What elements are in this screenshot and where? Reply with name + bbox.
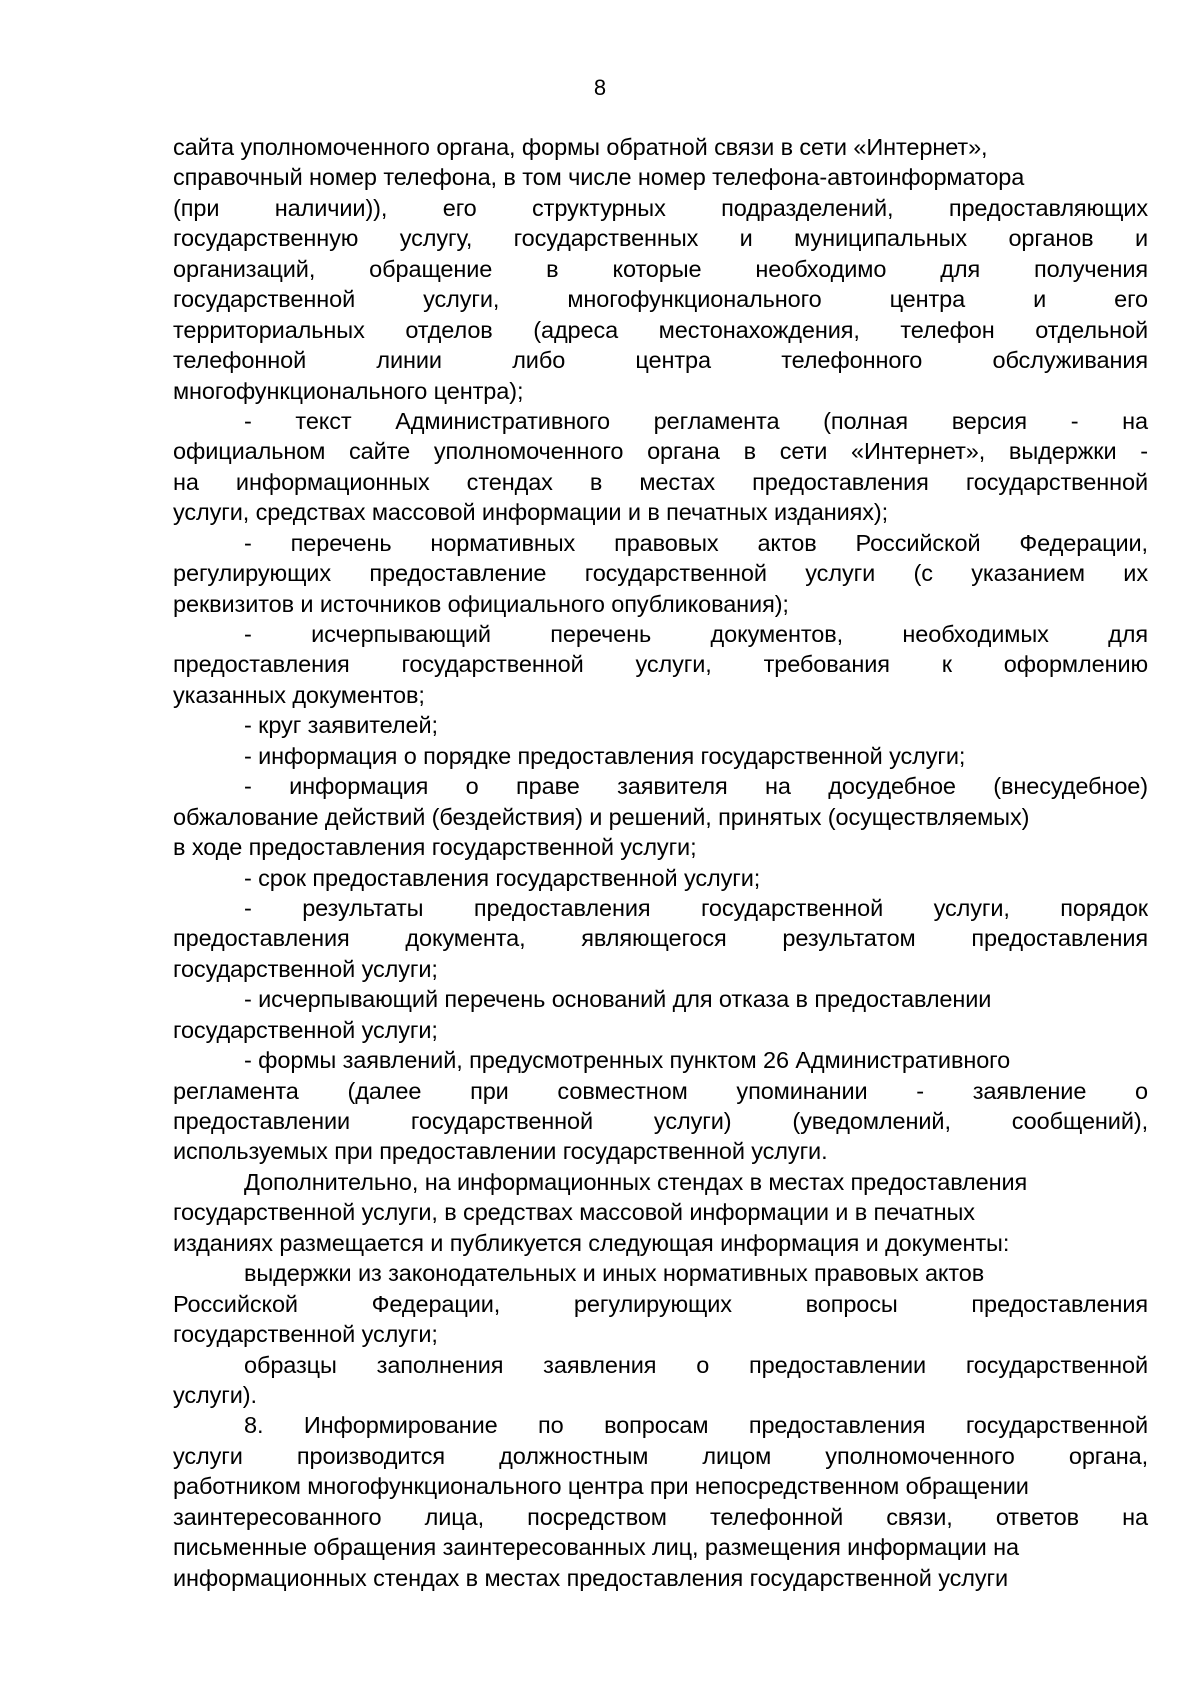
text-line: реквизитов и источников официального опубликования); [173, 590, 789, 617]
text-line: информационных стендах в местах предоставления государственной услуги [173, 1564, 1008, 1591]
text-line: - срок предоставления государственной услуги; [244, 864, 761, 891]
text-line: справочный номер телефона, в том числе номер телефона-автоинформатора [173, 164, 1025, 191]
text-line: в ходе предоставления государственной услуги; [173, 834, 697, 861]
text-line: работником многофункционального центра при непосредственном обращении [173, 1473, 1029, 1500]
text-line: 8. Информирование по вопросам предоставления государственной [244, 1412, 1148, 1439]
text-line: на информационных стендах в местах предоставления государственной [173, 468, 1148, 495]
text-line: Дополнительно, на информационных стендах в местах предоставления [244, 1168, 1028, 1195]
text-line: - перечень нормативных правовых актов Российской Федерации, [244, 529, 1148, 556]
text-line: государственной услуги; [173, 1016, 438, 1043]
text-line: заинтересованного лица, посредством телефонной связи, ответов на [173, 1503, 1148, 1530]
page-number: 8 [593, 75, 607, 100]
body-text [173, 132, 1148, 1593]
text-line: - информация о праве заявителя на досудебное (внесудебное) [244, 773, 1148, 800]
text-line: образцы заполнения заявления о предоставлении государственной [244, 1351, 1148, 1378]
text-line: указанных документов; [173, 681, 425, 708]
text-line: обжалование действий (бездействия) и решений, принятых (осуществляемых) [173, 803, 1030, 830]
text-line: сайта уполномоченного органа, формы обратной связи в сети «Интернет», [173, 134, 988, 160]
text-line: государственную услугу, государственных и муниципальных органов и [173, 225, 1148, 252]
text-line: телефонной линии либо центра телефонного обслуживания [173, 347, 1148, 374]
text-line: услуги). [173, 1381, 257, 1408]
text-line: (при наличии)), его структурных подразделений, предоставляющих [173, 194, 1148, 221]
text-line: - результаты предоставления государственной услуги, порядок [244, 894, 1148, 921]
text-line: государственной услуги; [173, 955, 438, 982]
text-line: - информация о порядке предоставления государственной услуги; [244, 742, 966, 769]
text-line: услуги, средствах массовой информации и в печатных изданиях); [173, 499, 889, 526]
text-line: государственной услуги, в средствах массовой информации и в печатных [173, 1199, 975, 1226]
text-line: регулирующих предоставление государственной услуги (с указанием их [173, 560, 1148, 587]
text-line: предоставления документа, являющегося результатом предоставления [173, 925, 1148, 952]
text-line: территориальных отделов (адреса местонахождения, телефон отдельной [173, 316, 1148, 343]
text-line: используемых при предоставлении государственной услуги. [173, 1138, 828, 1165]
text-line: Российской Федерации, регулирующих вопросы предоставления [173, 1290, 1148, 1317]
text-line: организаций, обращение в которые необходимо для получения [173, 255, 1148, 282]
text-line: государственной услуги; [173, 1321, 438, 1348]
text-line: - текст Административного регламента (полная версия - на [244, 407, 1148, 434]
text-line: - исчерпывающий перечень документов, необходимых для [244, 621, 1148, 647]
text-line: - формы заявлений, предусмотренных пунктом 26 Административного [244, 1047, 1011, 1074]
text-line: государственной услуги, многофункционального центра и его [173, 286, 1148, 313]
text-line: регламента (далее при совместном упоминании - заявление о [173, 1077, 1148, 1104]
text-line: выдержки из законодательных и иных нормативных правовых актов [244, 1260, 985, 1287]
text-line: - круг заявителей; [244, 712, 438, 739]
text-line: - исчерпывающий перечень оснований для отказа в предоставлении [244, 986, 992, 1013]
text-line: услуги производится должностным лицом уполномоченного органа, [173, 1442, 1148, 1469]
text-line: предоставлении государственной услуги) (уведомлений, сообщений), [173, 1108, 1148, 1134]
text-line: предоставления государственной услуги, требования к оформлению [173, 651, 1148, 678]
text-line: письменные обращения заинтересованных лиц, размещения информации на [173, 1534, 1019, 1561]
text-line: многофункционального центра); [173, 377, 524, 404]
text-line: официальном сайте уполномоченного органа в сети «Интернет», выдержки - [173, 438, 1148, 465]
text-line: изданиях размещается и публикуется следующая информация и документы: [173, 1229, 1010, 1256]
